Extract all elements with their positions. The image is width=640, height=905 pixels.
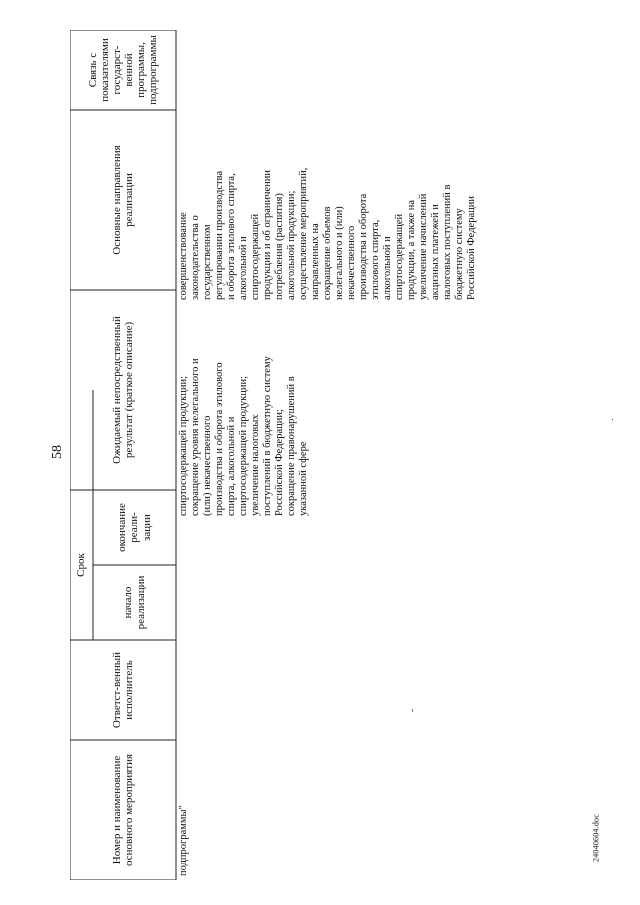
body-line: сокращение правонарушений в [286, 376, 297, 516]
body-line: государственном [202, 224, 213, 300]
rotated-table [70, 30, 570, 880]
body-line: сокращение уровня нелегального и [190, 358, 201, 516]
page-number: 58 [50, 445, 65, 459]
body-line: спиртосодержащей продукции; [178, 375, 189, 516]
header-link: Связь с показателями государст-венной программы, подпрограммы [87, 35, 159, 105]
scan-speck [412, 709, 413, 712]
body-line: регулировании производства [214, 170, 225, 300]
body-line: производства и оборота [358, 193, 369, 300]
body-line: сокращение объемов [322, 206, 333, 300]
header-directions: Основные направления реализации [110, 145, 135, 255]
header-main-activity: Номер и наименование основного мероприятия [110, 753, 135, 867]
header-end: окончание реали-зации [115, 503, 153, 552]
body-line: осуществление мероприятий, [298, 167, 309, 300]
body-line: спиртосодержащей [394, 213, 405, 300]
body-line: акцизных платежей и [430, 204, 441, 300]
body-line: спиртосодержащей продукции; [238, 375, 249, 516]
body-main-activity [178, 742, 190, 876]
body-line: увеличение начислений [418, 193, 429, 300]
body-expected-result [178, 306, 310, 516]
body-line: законодательства о [190, 215, 201, 300]
body-line: продукции и об ограничении [262, 170, 273, 300]
body-line: направленных на [310, 223, 321, 300]
body-line: спиртосодержащей [250, 213, 261, 300]
body-line: (или) некачественного [202, 415, 213, 516]
body-line: совершенствование [178, 212, 189, 300]
body-line: Российской Федерации; [274, 409, 285, 516]
body-line: Российской Федерации [466, 196, 477, 300]
body-line: и оборота этилового спирта, [226, 173, 237, 300]
footer-filename: 24040604.doc [591, 814, 601, 862]
body-line: продукции, а также на [406, 199, 417, 300]
body-line: алкогольной продукции; [286, 190, 297, 300]
body-line: налоговых поступлений в [442, 184, 453, 300]
body-line: нелегального и (или) [334, 206, 345, 300]
body-line: увеличение налоговых [250, 414, 261, 516]
header-expected-result: Ожидаемый непосредственный результат (краткое описание) [110, 316, 135, 464]
body-line: поступлений в бюджетную систему [262, 356, 273, 516]
body-line: алкогольной и [238, 236, 249, 300]
header-responsible: Ответст-венный исполнитель [110, 651, 135, 729]
body-line: этилового спирта, [370, 219, 381, 300]
header-start: начало реализации [122, 575, 147, 630]
body-line: указанной сфере [298, 441, 309, 516]
body-line: бюджетную систему [454, 208, 465, 300]
body-line: производства и оборота этилового [214, 362, 225, 516]
body-line: некачественного [346, 225, 357, 300]
body-line: спирта, алкогольной и [226, 416, 237, 516]
body-line: алкогольной и [382, 236, 393, 300]
body-directions [178, 110, 478, 300]
body-line: потребления (распития) [274, 193, 285, 300]
scan-speck [612, 419, 613, 420]
header-term: Срок [75, 553, 88, 577]
body-line: подпрограммы" [178, 805, 189, 876]
